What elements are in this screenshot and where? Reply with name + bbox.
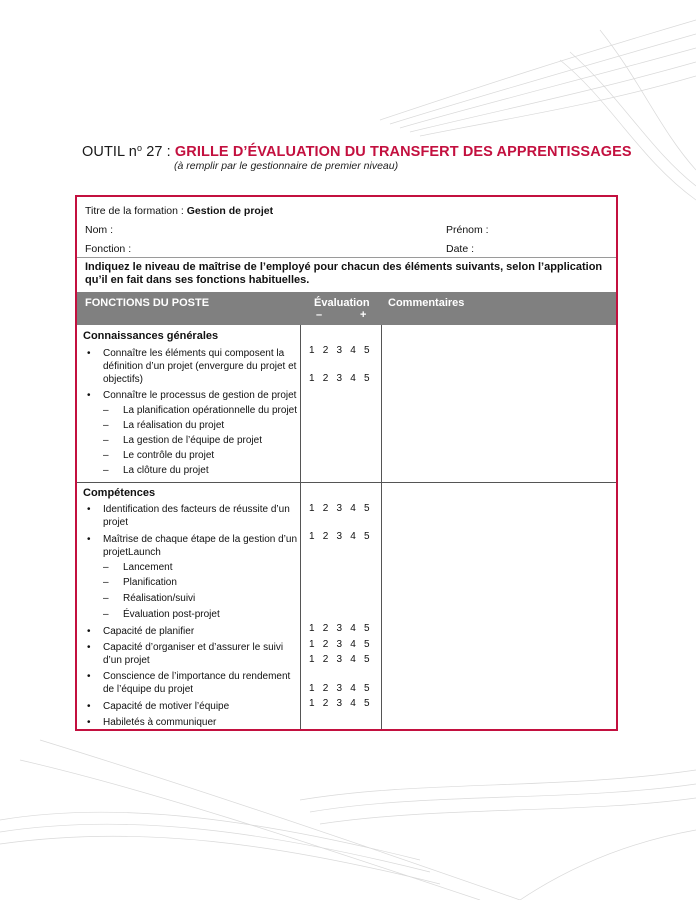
prenom-field[interactable]: Prénom : [446,224,489,236]
rating-scale[interactable]: 1 2 3 4 5 [309,698,370,709]
section-title-competencies: Compétences [83,487,156,499]
column-header-functions: FONCTIONS DU POSTE [85,297,210,309]
section-divider [77,482,616,483]
section-title-general-knowledge: Connaissances générales [83,330,219,342]
rating-scale[interactable]: 1 2 3 4 5 [309,639,370,650]
rating-scale[interactable]: 1 2 3 4 5 [309,531,370,542]
evaluation-minus-label: – [316,309,323,321]
document-title [82,143,632,160]
training-title-field: Titre de la formation : Gestion de projet [85,205,274,217]
rating-scale[interactable]: 1 2 3 4 5 [309,683,370,694]
evaluation-plus-label: + [360,309,367,321]
document-subtitle: (à remplir par le gestionnaire de premier niveau) [174,160,399,172]
rating-scale[interactable]: 1 2 3 4 5 [309,373,370,384]
column-header-comments: Commentaires [388,297,465,309]
rating-scale[interactable]: 1 2 3 4 5 [309,623,370,634]
instruction-text: Indiquez le niveau de maîtrise de l’employé pour chacun des éléments suivants, selon l’application qu’il en fait dans ses fonctions habituelles. [85,261,603,286]
table-header [77,292,616,325]
list-item: • Connaître les éléments qui composent la définition d’un projet (envergure du projet et objectifs) [87,348,297,385]
nom-field[interactable]: Nom : [85,224,114,236]
column-header-evaluation: Évaluation [314,297,370,309]
evaluation-form: Titre de la formation : Gestion de projet Nom : Prénom : Fonction : Date : Indiquez le niveau de maîtrise de l’employé pour chacun des éléments suivants, selon l’application qu’il en fait dans ses fonctions habituelles. FONCTIONS DU POSTE Évaluation – + Commentaires Connaissances générales • Connaître les éléments qui composent la définition d’un projet (envergure du projet et objectifs) 1 2 3 4 5 • Connaître le processus de gestion de projet 1 2 3 4 5 – La planification opérationnelle du projet – La réalisation du projet – La gestion de l’équipe de projet – Le contrôle du projet – La clôture du projet Compétences • Identification des facteurs de réussite d’un projet 1 2 3 4 5 • Maîtrise de chaque étape de la gestion d’un projetLaunch 1 2 3 4 5 – Lancement – Planification – Réalisation/suivi – Évaluation post-projet • Capacité de planifier 1 2 3 4 5 • Capacité d’organiser et d’assurer le suivi d’un projet 1 2 3 4 5 1 2 3 4 5 • Conscience de l’importance du rendement de l’équipe du projet 1 2 3 4 5 • Capacité de motiver l’équipe 1 2 3 4 5 • Habiletés à communiquer [75,195,618,731]
rating-scale[interactable]: 1 2 3 4 5 [309,503,370,514]
fonction-field[interactable]: Fonction : [85,243,132,255]
column-divider [381,325,382,729]
tool-number: OUTIL $n^o$ 27 : [82,143,175,160]
grid-title: GRILLE D’ÉVALUATION DU TRANSFERT DES APPRENTISSAGES [174,144,632,160]
rating-scale[interactable]: 1 2 3 4 5 [309,654,370,665]
date-field[interactable]: Date : [446,243,475,255]
divider [77,257,616,258]
rating-scale[interactable]: 1 2 3 4 5 [309,345,370,356]
